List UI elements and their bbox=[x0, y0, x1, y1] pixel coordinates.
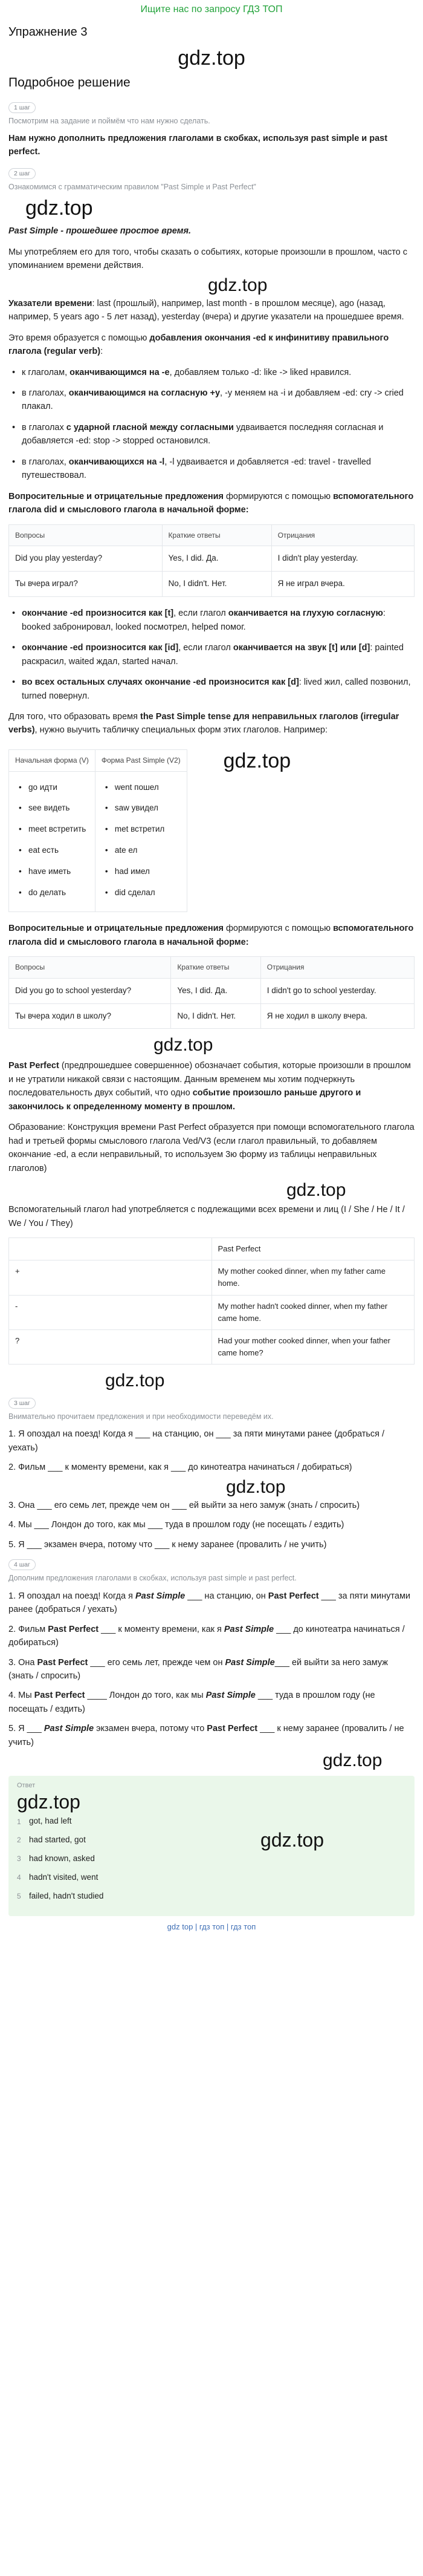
step-1 bbox=[8, 100, 415, 159]
watermark: gdz.top bbox=[323, 1750, 383, 1771]
list-item: • see видеть bbox=[15, 802, 89, 815]
list-item: • eat есть bbox=[15, 844, 89, 857]
list-item: • go идти bbox=[15, 781, 89, 794]
step-4 bbox=[8, 1557, 415, 1770]
irregular-verbs-table bbox=[8, 749, 187, 912]
rule-item: • в глаголах, оканчивающимся на согласную +y, -y меняем на -i и добавляем -ed: cry -> cried плакал. bbox=[8, 386, 415, 414]
table-row: - My mother hadn't cooked dinner, when my father came home. bbox=[9, 1295, 415, 1329]
step-text: Нам нужно дополнить предложения глаголами в скобках, используя past simple и past perfect. bbox=[8, 133, 388, 157]
list-item: • do делать bbox=[15, 887, 89, 899]
step-badge: 3 шаг bbox=[8, 1398, 36, 1409]
watermark: gdz.top bbox=[208, 275, 268, 295]
base-forms bbox=[9, 771, 95, 912]
list-item: 1. Я опоздал на поезд! Когда я ___ на станцию, он ___ за пяти минутами ранее (добраться / уехать) bbox=[8, 1429, 385, 1453]
rule-item: • к глаголам, оканчивающимся на -e, добавляем только -d: like -> liked нравился. bbox=[8, 366, 415, 379]
past-perfect-intro: Past Perfect (предпрошедшее совершенное) обозначает события, которые произошли в прошлом и не утратили никакой связи с настоящим. Данным временем мы хотим подчеркнуть последовательность двух событий, что одно событие произошло раньше другого и закончилось к определенному моменту в прошлом. bbox=[8, 1061, 411, 1112]
irregular-intro: Для того, что образовать время the Past Simple tense для неправильных глаголов (irregular verbs), нужно выучить табличку специальных форм этих глаголов. Например: bbox=[8, 711, 399, 735]
table-header: Краткие ответы bbox=[162, 524, 271, 546]
list-item: 5. Я ___ экзамен вчера, потому что ___ к нему заранее (провалить / не учить) bbox=[8, 1539, 327, 1550]
watermark: gdz.top bbox=[105, 1371, 165, 1391]
questions-intro: Вопросительные и отрицательные предложения формируются с помощью вспомогательного глагола did и смыслового глагола в начальной форме: bbox=[8, 924, 414, 947]
past-simple-intro: Мы употребляем его для того, чтобы сказать о событиях, которые произошли в прошлом, часто с упоминанием времени действия. bbox=[8, 247, 408, 271]
watermark: gdz.top bbox=[153, 1035, 213, 1055]
list-item: 2. Фильм ___ к моменту времени, как я ___ до кинотеатра начинаться / добираться) bbox=[8, 1462, 352, 1473]
rule-item: • окончание -ed произносится как [id], если глагол оканчивается на звук [t] или [d]: painted раскрасил, waited ждал, started начал. bbox=[8, 641, 415, 668]
watermark: gdz.top bbox=[25, 197, 93, 220]
table-row: + My mother cooked dinner, when my father came home. bbox=[9, 1260, 415, 1295]
table-header: Вопросы bbox=[9, 956, 171, 978]
footer-links[interactable]: gdz top | гдз топ | гдз топ bbox=[167, 1922, 256, 1931]
table-row: Did you go to school yesterday? Yes, I did. Да. I didn't go to school yesterday. bbox=[9, 978, 415, 1003]
past-perfect-table bbox=[8, 1237, 415, 1365]
past-simple-title: Past Simple - прошедшее простое время. bbox=[8, 226, 192, 236]
list-item: • meet встретить bbox=[15, 823, 89, 836]
answer-item: 3 had known, asked bbox=[17, 1854, 95, 1864]
table-header: Past Perfect bbox=[212, 1238, 415, 1260]
did-go-table bbox=[8, 956, 415, 1029]
questions-intro: Вопросительные и отрицательные предложения формируются с помощью вспомогательного глагола did и смыслового глагола в начальной форме: bbox=[8, 491, 414, 515]
completed-list bbox=[8, 1590, 415, 1750]
table-header: Краткие ответы bbox=[171, 956, 260, 978]
list-item: 1. Я опоздал на поезд! Когда я Past Simple ___ на станцию, он Past Perfect ___ за пяти минутами ранее (добраться / уехать) bbox=[8, 1591, 411, 1615]
table-header: Форма Past Simple (V2) bbox=[95, 749, 187, 771]
watermark: gdz.top bbox=[17, 1791, 80, 1813]
step-3 bbox=[8, 1396, 415, 1551]
past-perfect-formation: Образование: Конструкция времени Past Perfect образуется при помощи вспомогательного глагола had и третьей формы смыслового глагола Ved/V3 (если глагол правильный, то добавляем окончание -ed, а если неправильный, то используем 3ю форму из таблицы неправильных глаголов) bbox=[8, 1123, 415, 1173]
irregular-section bbox=[8, 745, 415, 922]
answer-item: 5 failed, hadn't studied bbox=[17, 1891, 104, 1901]
list-item: • had имел bbox=[102, 866, 181, 878]
answer-item: 2 had started, got bbox=[17, 1835, 86, 1845]
watermark: gdz.top bbox=[260, 1829, 324, 1851]
table-header: Вопросы bbox=[9, 524, 163, 546]
past-forms bbox=[95, 771, 187, 912]
solution-title: Подробное решение bbox=[8, 76, 131, 90]
exercise-title: Упражнение 3 bbox=[8, 25, 88, 39]
table-header: Отрицания bbox=[260, 956, 414, 978]
list-item: 3. Она ___ его семь лет, прежде чем он ___ ей выйти за него замуж (знать / спросить) bbox=[8, 1500, 360, 1510]
step-2 bbox=[8, 166, 415, 1390]
list-item: • have иметь bbox=[15, 866, 89, 878]
list-item: 4. Мы Past Perfect ____ Лондон до того, как мы Past Simple ___ туда в прошлом году (не посещать / ездить) bbox=[8, 1691, 375, 1714]
step-note: Ознакомимся с грамматическим правилом "Past Simple и Past Perfect" bbox=[8, 182, 256, 191]
list-item: • did сделал bbox=[102, 887, 181, 899]
watermark: gdz.top bbox=[226, 1476, 286, 1497]
step-badge: 4 шаг bbox=[8, 1559, 36, 1570]
list-item: 4. Мы ___ Лондон до того, как мы ___ туда в прошлом году (не посещать / ездить) bbox=[8, 1520, 344, 1530]
table-row: ? Had your mother cooked dinner, when your father came home? bbox=[9, 1329, 415, 1364]
formation: Это время образуется с помощью добавления окончания -ed к инфинитиву правильного глагола (regular verb): bbox=[8, 333, 389, 357]
rule-item: • в глаголах, оканчивающихся на -l, -l удваивается и добавляется -ed: travel - travelled путешествовал. bbox=[8, 455, 415, 483]
rule-item: • окончание -ed произносится как [t], если глагол оканчивается на глухую согласную: booked забронировал, looked посмотрел, helped помог. bbox=[8, 607, 415, 634]
rule-item: • в глаголах с ударной гласной между согласными удваивается последняя согласная и добавляется -ed: stop -> stopped остановился. bbox=[8, 421, 415, 448]
table-row: Ты вчера ходил в школу? No, I didn't. Нет. Я не ходил в школу вчера. bbox=[9, 1003, 415, 1029]
answer-label: Ответ bbox=[17, 1782, 36, 1790]
past-perfect-aux: Вспомогательный глагол had употребляется с подлежащими всех времени и лиц (I / She / He / It / We / You / They) bbox=[8, 1205, 405, 1228]
step-badge: 2 шаг bbox=[8, 168, 36, 179]
step-note: Внимательно прочитаем предложения и при необходимости переведём их. bbox=[8, 1412, 274, 1421]
spelling-rules bbox=[8, 366, 415, 483]
table-row: Ты вчера играл? No, I didn't. Нет. Я не играл вчера. bbox=[9, 572, 415, 597]
list-item: 5. Я ___ Past Simple экзамен вчера, потому что Past Perfect ___ к нему заранее (провалить / не учить) bbox=[8, 1724, 404, 1747]
step-badge: 1 шаг bbox=[8, 102, 36, 113]
list-item: 3. Она Past Perfect ___ его семь лет, прежде чем он Past Simple___ ей выйти за него замуж (знать / спросить) bbox=[8, 1657, 388, 1681]
top-link[interactable]: Ищите нас по запросу ГДЗ ТОП bbox=[140, 4, 283, 15]
answer-item: 4 hadn't visited, went bbox=[17, 1873, 98, 1882]
did-table bbox=[8, 524, 415, 597]
table-row: Did you play yesterday? Yes, I did. Да. I didn't play yesterday. bbox=[9, 546, 415, 572]
list-item: • met встретил bbox=[102, 823, 181, 836]
list-item: 2. Фильм Past Perfect ___ к моменту времени, как я Past Simple ___ до кинотеатра начинаться / добираться) bbox=[8, 1624, 405, 1648]
step-note: Дополним предложения глаголами в скобках, используя past simple и past perfect. bbox=[8, 1574, 297, 1583]
answer-list bbox=[17, 1815, 406, 1903]
watermark: gdz.top bbox=[286, 1180, 346, 1201]
watermark: gdz.top bbox=[178, 47, 245, 70]
step-note: Посмотрим на задание и поймём что нам нужно сделать. bbox=[8, 116, 210, 125]
table-header: Начальная форма (V) bbox=[9, 749, 95, 771]
watermark: gdz.top bbox=[223, 749, 291, 772]
pronunciation-rules bbox=[8, 607, 415, 703]
rule-item: • во всех остальных случаях окончание -ed произносится как [d]: lived жил, called позвонил, turned повернул. bbox=[8, 676, 415, 703]
time-markers: Указатели времени: last (прошлый), например, last month - в прошлом месяце), ago (назад, например, 5 years ago - 5 лет назад), yesterday (вчера) и другие указатели на прошедшее время. bbox=[8, 298, 404, 322]
list-item: • ate ел bbox=[102, 844, 181, 857]
answer-item: 1 got, had left bbox=[17, 1816, 72, 1826]
table-header: Отрицания bbox=[271, 524, 414, 546]
sentences-list bbox=[8, 1427, 415, 1551]
list-item: • saw увидел bbox=[102, 802, 181, 815]
answer-box bbox=[8, 1776, 415, 1916]
list-item: • went пошел bbox=[102, 781, 181, 794]
